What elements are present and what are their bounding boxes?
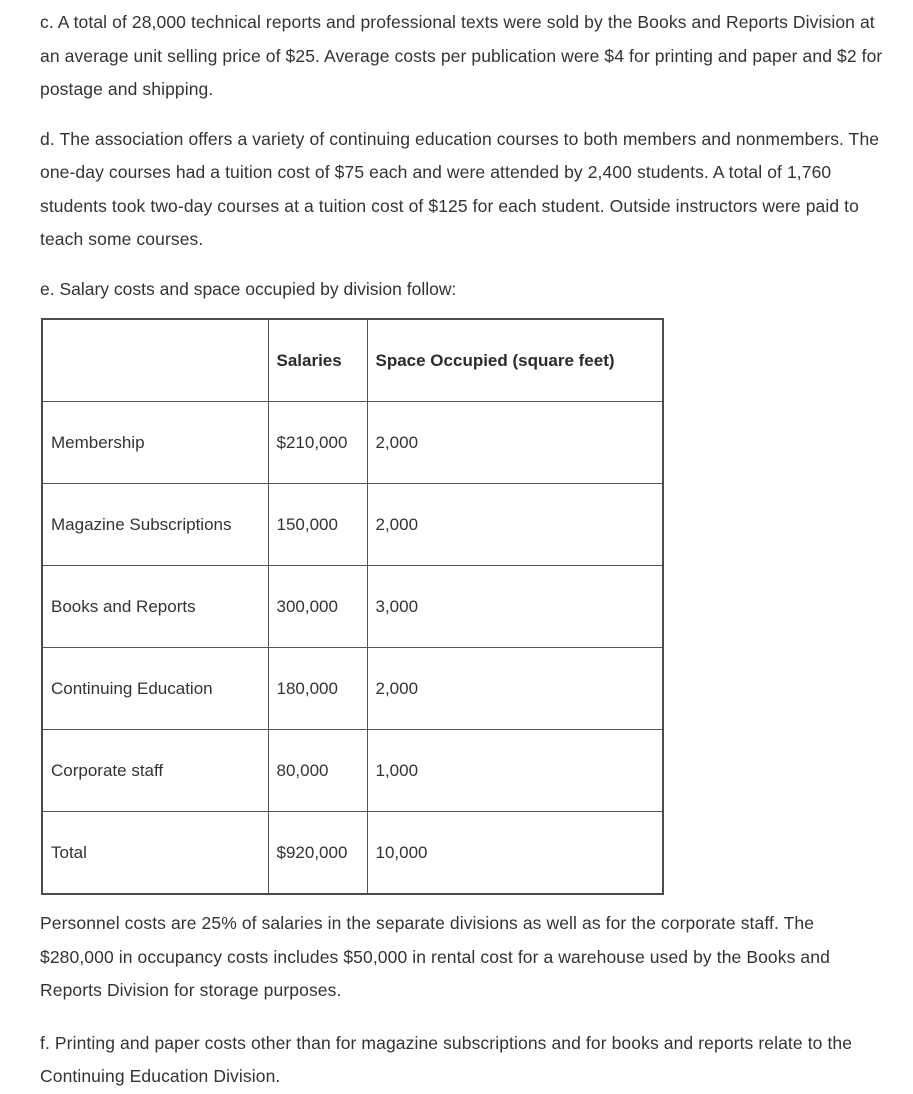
table-header-division [42,319,268,402]
cell-division: Membership [42,402,268,484]
cell-division: Continuing Education [42,648,268,730]
cell-division: Magazine Subscriptions [42,484,268,566]
cell-division: Books and Reports [42,566,268,648]
cell-salaries: 150,000 [268,484,367,566]
table-footnotes [40,907,890,1094]
table-header-space: Space Occupied (square feet) [367,319,663,402]
cell-division: Corporate staff [42,730,268,812]
salary-space-table [41,318,664,895]
table-header-salaries: Salaries [268,319,367,402]
paragraph-c: c. A total of 28,000 technical reports and professional texts were sold by the Books and Reports Division at an average unit selling price of $25. Average costs per publication were $4 for printing and paper and $2 for postage and shipping. [40,12,883,99]
table-body [42,402,663,895]
cell-salaries: $210,000 [268,402,367,484]
paragraph-f: f. Printing and paper costs other than for magazine subscriptions and for books and reports relate to the Continuing Education Division. [40,1032,853,1086]
cell-space: 2,000 [367,648,663,730]
table-header [42,319,663,402]
table-row [42,484,663,566]
cell-salaries: 300,000 [268,566,367,648]
table-header-row [42,319,663,402]
table-row [42,730,663,812]
cell-salaries: $920,000 [268,812,367,895]
cell-space: 2,000 [367,402,663,484]
cell-salaries: 180,000 [268,648,367,730]
table-row [42,648,663,730]
cell-space: 3,000 [367,566,663,648]
table-row [42,402,663,484]
table-row [42,566,663,648]
paragraph-d: d. The association offers a variety of continuing education courses to both members and nonmembers. The one-day courses had a tuition cost of $75 each and were attended by 2,400 students. A total of 1,760 students took two-day courses at a tuition cost of $125 for each student. Outside instructors were paid to teach some courses. [40,128,880,249]
cell-space: 2,000 [367,484,663,566]
paragraph-e-intro: e. Salary costs and space occupied by division follow: [40,278,457,299]
cell-salaries: 80,000 [268,730,367,812]
paragraph-personnel-note: Personnel costs are 25% of salaries in the separate divisions as well as for the corporate staff. The $280,000 in occupancy costs includes $50,000 in rental cost for a warehouse used by the Books and Reports Division for storage purposes. [40,913,830,1000]
salary-table-wrapper [40,318,890,895]
cell-division: Total [42,812,268,895]
cell-space: 1,000 [367,730,663,812]
cell-space: 10,000 [367,812,663,895]
table-row-total [42,812,663,895]
